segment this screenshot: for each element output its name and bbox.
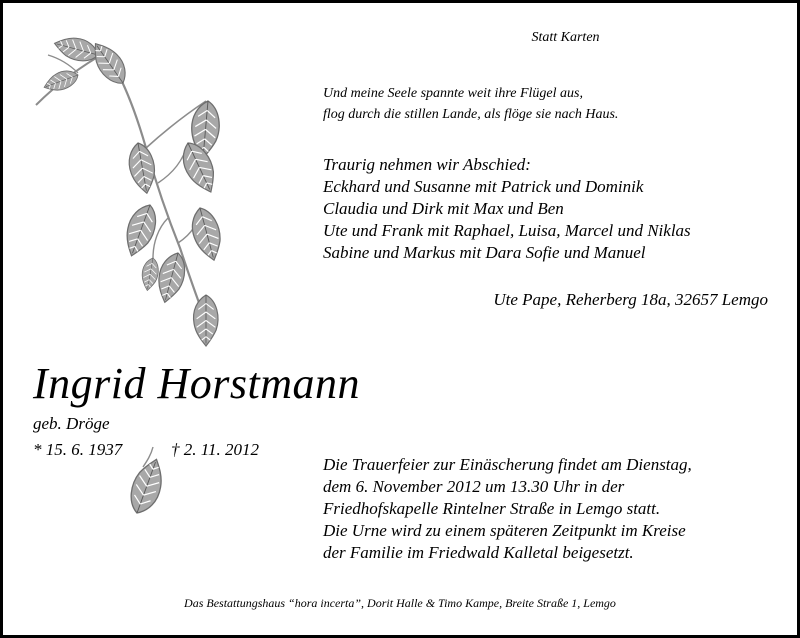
poem-line: Und meine Seele spannte weit ihre Flügel aus,	[323, 86, 583, 101]
mourners-list	[323, 154, 691, 264]
ceremony-line: Friedhofskapelle Rintelner Straße in Lemgo statt.	[323, 499, 661, 518]
poem-line: flog durch die stillen Lande, als flöge sie nach Haus.	[323, 107, 619, 122]
ceremony-line: Die Trauerfeier zur Einäscherung findet am Dienstag,	[323, 455, 692, 474]
deceased-name: Ingrid Horstmann	[33, 359, 361, 408]
mourner-family: Sabine und Markus mit Dara Sofie und Manuel	[323, 243, 646, 262]
mourner-family: Claudia und Dirk mit Max und Ben	[323, 199, 564, 218]
family-address: Ute Pape, Reherberg 18a, 32657 Lemgo	[493, 290, 768, 309]
birch-leaf-icon	[115, 445, 165, 520]
mourners-intro: Traurig nehmen wir Abschied:	[323, 155, 531, 174]
mourner-family: Ute und Frank mit Raphael, Luisa, Marcel und Niklas	[323, 221, 691, 240]
mourner-family: Eckhard und Susanne mit Patrick und Dominik	[323, 177, 644, 196]
ceremony-line: Die Urne wird zu einem späteren Zeitpunkt im Kreise	[323, 521, 686, 540]
death-date: † 2. 11. 2012	[171, 440, 259, 459]
ceremony-details	[323, 454, 692, 564]
poem-quote	[323, 83, 618, 125]
maiden-name: geb. Dröge	[33, 414, 110, 433]
ceremony-line: dem 6. November 2012 um 13.30 Uhr in der	[323, 477, 625, 496]
header-note: Statt Karten	[531, 30, 600, 45]
birch-branch-icon	[28, 33, 258, 358]
funeral-home-footer: Das Bestattungshaus “hora incerta”, Dorit Halle & Timo Kampe, Breite Straße 1, Lemgo	[184, 596, 616, 610]
ceremony-line: der Familie im Friedwald Kalletal beigesetzt.	[323, 543, 634, 562]
birth-date: * 15. 6. 1937	[33, 440, 123, 459]
